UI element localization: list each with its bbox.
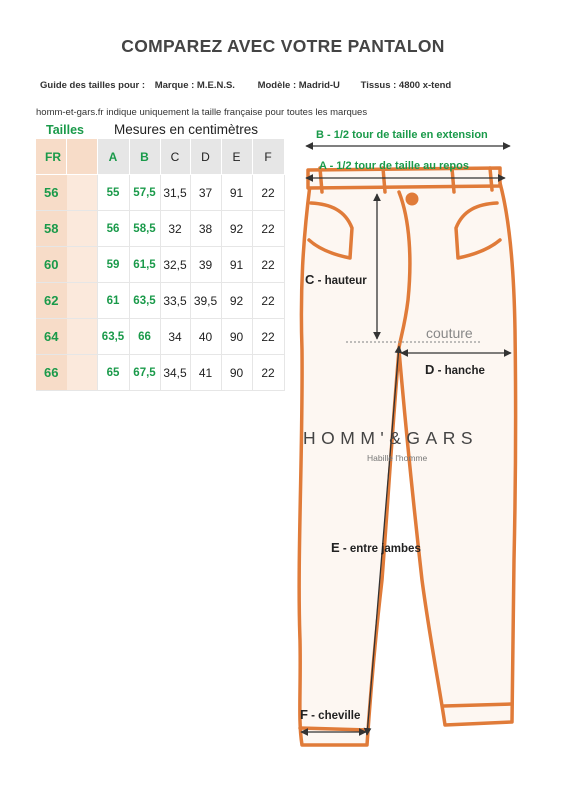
header-d: D — [190, 139, 221, 175]
brand-logo: HOMM'&GARS — [303, 428, 479, 448]
button-icon — [406, 193, 419, 206]
header-c: C — [160, 139, 190, 175]
cell-b: 63,5 — [129, 283, 160, 319]
cell-f: 22 — [252, 247, 284, 283]
cell-b: 58,5 — [129, 211, 160, 247]
page-title: COMPAREZ AVEC VOTRE PANTALON — [121, 36, 445, 56]
cell-a: 55 — [97, 175, 129, 211]
cell-fr: 66 — [36, 355, 66, 391]
label-b: B - 1/2 tour de taille en extension — [316, 129, 488, 141]
cell-d: 37 — [190, 175, 221, 211]
tailles-label: Tailles — [46, 123, 84, 137]
cell-e: 90 — [221, 355, 252, 391]
label-a: A - 1/2 tour de taille au repos — [319, 160, 469, 172]
cell-c: 33,5 — [160, 283, 190, 319]
guide-tissus: Tissus : 4800 x-tend — [360, 80, 452, 91]
cell-e: 91 — [221, 175, 252, 211]
cell-fr: 64 — [36, 319, 66, 355]
label-f: F - cheville — [300, 707, 361, 722]
cell-e: 91 — [221, 247, 252, 283]
header-b: B — [129, 139, 160, 175]
header-fr: FR — [36, 139, 66, 175]
guide-modele: Modèle : Madrid-U — [257, 80, 340, 91]
cell-a: 59 — [97, 247, 129, 283]
cell-fr: 56 — [36, 175, 66, 211]
cell-fr: 60 — [36, 247, 66, 283]
cell-c: 34 — [160, 319, 190, 355]
header-a: A — [97, 139, 129, 175]
label-e: E - entre jambes — [331, 540, 421, 555]
header-f: F — [252, 139, 284, 175]
cell-e: 92 — [221, 211, 252, 247]
label-c: C - hauteur — [305, 272, 367, 287]
cell-f: 22 — [252, 175, 284, 211]
cell-f: 22 — [252, 355, 284, 391]
cell-fr: 62 — [36, 283, 66, 319]
cell-c: 32,5 — [160, 247, 190, 283]
couture-label: couture — [426, 325, 473, 341]
cell-d: 40 — [190, 319, 221, 355]
cell-b: 67,5 — [129, 355, 160, 391]
cell-d: 38 — [190, 211, 221, 247]
cell-a: 63,5 — [97, 319, 129, 355]
cell-d: 39 — [190, 247, 221, 283]
cell-c: 34,5 — [160, 355, 190, 391]
cell-d: 39,5 — [190, 283, 221, 319]
guide-marque: Marque : M.E.N.S. — [154, 80, 235, 91]
cell-e: 92 — [221, 283, 252, 319]
cell-e: 90 — [221, 319, 252, 355]
cell-a: 65 — [97, 355, 129, 391]
cell-fr: 58 — [36, 211, 66, 247]
site-note: homm-et-gars.fr indique uniquement la taille française pour toutes les marques — [36, 107, 368, 118]
cell-b: 61,5 — [129, 247, 160, 283]
cell-f: 22 — [252, 319, 284, 355]
cell-b: 66 — [129, 319, 160, 355]
mesures-label: Mesures en centimètres — [114, 122, 259, 137]
header-e: E — [221, 139, 252, 175]
cell-b: 57,5 — [129, 175, 160, 211]
cell-c: 32 — [160, 211, 190, 247]
brand-tagline: Habille l'homme — [367, 453, 428, 463]
guide-label: Guide des tailles pour : — [40, 80, 146, 91]
cell-a: 61 — [97, 283, 129, 319]
cell-f: 22 — [252, 211, 284, 247]
label-d: D - hanche — [425, 362, 485, 377]
cell-a: 56 — [97, 211, 129, 247]
cell-d: 41 — [190, 355, 221, 391]
cell-f: 22 — [252, 283, 284, 319]
cell-c: 31,5 — [160, 175, 190, 211]
